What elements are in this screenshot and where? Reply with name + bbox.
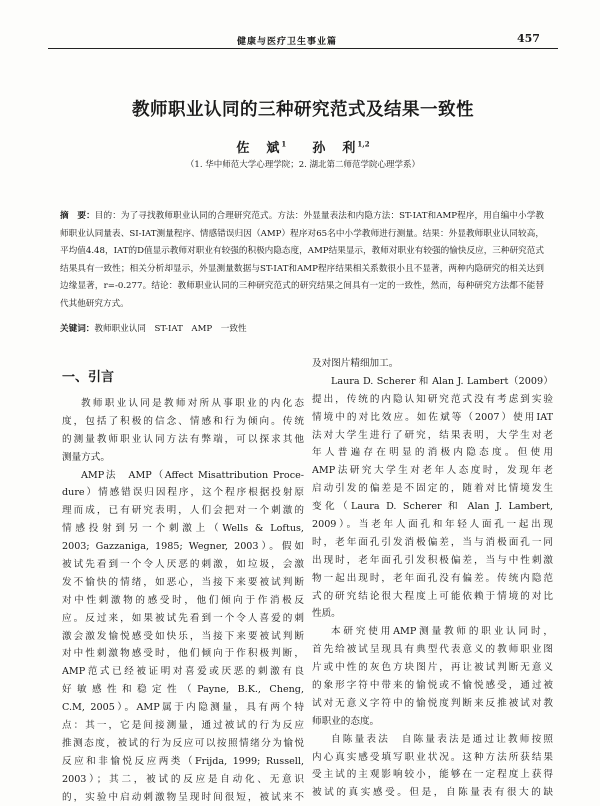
right-column: [312, 355, 553, 802]
text-line: 出现时，老年面孔引发积极偏差，当与中性刺激: [312, 554, 553, 566]
journal-name: 健康与医疗卫生事业篇: [237, 37, 338, 47]
text-line: 反应和非愉悦反应两类（Frijda, 1999; Russell,: [62, 755, 304, 767]
text-line: C.M, 2005）。AMP属于内隐测量，具有两个特: [62, 702, 304, 714]
text-line: 自陈量表法 自陈量表法是通过让教师按照: [331, 733, 553, 745]
text-line: 物一起出现时，老年面孔没有偏差。传统内隐范: [312, 572, 553, 584]
author-affil-mark: 1: [281, 139, 287, 149]
text-line: 及对图片精细加工。: [312, 358, 399, 369]
abstract-label: 摘 要：: [60, 211, 95, 221]
text-line: 提出，传统的内隐认知研究范式没有考虑到实验: [312, 393, 553, 405]
text-line: 启动引发的偏差是不固定的，随着对比情境发生: [312, 483, 553, 495]
text-line: 情境中的对比效应。如佐斌等（2007）使用IAT: [312, 411, 553, 423]
text-line: 法对大学生进行了研究，结果表明，大学生对老: [312, 429, 553, 441]
text-line: 受主试的主观影响较小，能够在一定程度上获得: [312, 769, 553, 781]
text-line: 对中性刺激物的感受时，他们倾向于作消极反: [62, 594, 304, 606]
text-line: AMP法 AMP（Affect Misattribution Proce-: [81, 469, 304, 481]
text-line: 内心真实感受填写职业状况。这种方法所获结果: [312, 751, 553, 763]
left-column: [62, 355, 304, 806]
author-name: 孙 利: [312, 141, 358, 156]
text-line: 应。反过来，如果被试先看到一个令人喜爱的刺: [62, 612, 304, 624]
author-affil-mark: 1,2: [357, 139, 370, 149]
author-name: 佐 斌: [236, 141, 282, 156]
running-header: [0, 34, 600, 48]
text-line: 度，包括了积极的信念、情感和行为倾向。传统: [62, 415, 304, 427]
keywords-label: 关键词：: [60, 324, 95, 334]
text-line: 激会激发愉悦感受如快乐，当接下来要被试判断: [62, 630, 304, 642]
left-column-body: [62, 395, 304, 806]
abstract-text: 目的：为了寻找教师职业认同的合理研究范式。方法：外显量表法和内隐方法：ST-IAT和AMP程序，用自编中小学教师职业认同量表、SI-IAT测量程序、情感错误归因（AMP）程序对65名中小学教师进行测量。结果：外显教师职业认同较高，平均值4.48，IAT的D值显示教师对职业有较强的积极内隐态度，AMP结果显示，教师对职业有较强的愉快反应，三种研究范式结果具有一致性；相关分析却显示，外显测量数据与ST-IAT和AMP程序结果相关系数很小且不显著，两种内隐研究的相关达到边缘显著，r=-0.277。结论：教师职业认同的三种研究范式的研究结果之间具有一定的一致性，然而，每种研究方法都不能替代其他研究方式。: [60, 211, 544, 309]
text-line: AMP法研究大学生对老年人态度时，发现年老: [312, 465, 553, 477]
text-line: 被试的真实感受。但是，自陈量表有很大的缺: [312, 787, 553, 799]
text-line: 对中性刺激物感受时，他们倾向于作积极判断，: [62, 648, 304, 660]
paper-title: 教师职业认同的三种研究范式及结果一致性: [132, 100, 474, 120]
text-line: 2003; Gazzaniga, 1985; Wegner, 2003）。假如: [62, 541, 304, 553]
text-line: AMP范式已经被证明对喜爱或厌恶的刺激有良: [62, 666, 304, 678]
keywords: [60, 322, 544, 334]
text-line: 的测量教师职业认同方法有弊端，可以探求其他: [62, 433, 304, 445]
right-column-body: [312, 355, 553, 802]
text-line: dure）情感错误归因程序，这个程序根据投射原: [62, 487, 304, 499]
text-line: 的象形字符中带来的愉悦或不愉悦感受，通过被: [312, 680, 553, 692]
text-line: 片或中性的灰色方块图片，再让被试判断无意义: [312, 662, 553, 674]
text-line: 首先给被试呈现具有典型代表意义的教师职业图: [312, 644, 553, 656]
affiliation: （1. 华中师范大学心理学院；2. 湖北第二师范学院心理学系）: [185, 160, 421, 170]
text-line: 本研究使用AMP测量教师的职业认同时，: [331, 626, 553, 638]
header-rule: [48, 48, 558, 49]
text-line: 情感投射到另一个刺激上（Wells & Loftus,: [62, 523, 304, 535]
text-line: 测量方式。: [62, 451, 110, 463]
keywords-text: 教师职业认同 ST-IAT AMP 一致性: [94, 324, 247, 334]
text-line: 好敏感性和稳定性（Payne, B.K., Cheng,: [62, 684, 304, 696]
text-line: 师职业的态度。: [312, 715, 380, 727]
text-line: Laura D. Scherer 和 Alan J. Lambert（2009）: [331, 375, 553, 387]
text-line: 推测态度，被试的行为反应可以按照情绪分为愉悦: [62, 737, 304, 749]
text-line: 试对无意义字符中的愉悦度判断来反推被试对教: [312, 697, 553, 709]
text-line: 点：其一，它是间接测量，通过被试的行为反应: [62, 720, 304, 732]
abstract: [60, 208, 544, 313]
text-line: 变化（Laura D. Scherer 和 Alan J. Lambert,: [312, 501, 553, 513]
text-line: 2009）。当老年人面孔和年轻人面孔一起出现: [312, 519, 553, 531]
author-list: [48, 137, 558, 156]
text-line: 理而成，已有研究表明，人们会把对一个刺激的: [62, 505, 304, 517]
text-line: 时，老年面孔引发消极偏差，当与消极面孔一同: [312, 536, 553, 548]
page-number: 457: [517, 32, 540, 45]
text-line: 发不愉快的情绪，如恶心，当接下来要被试判断: [62, 576, 304, 588]
text-line: 的，实验中启动刺激物呈现时间很短，被试来不: [62, 791, 304, 803]
text-line: 性质。: [312, 608, 341, 620]
text-line: 式的研究结论很大程度上可能依赖于情境的对比: [312, 590, 553, 602]
text-line: 年人普遍存在明显的消极内隐态度。但使用: [312, 447, 553, 459]
text-line: 2003）；其二，被试的反应是自动化、无意识: [62, 773, 304, 785]
text-line: 教师职业认同是教师对所从事职业的内化态: [81, 398, 304, 409]
text-line: 被试先看到一个令人厌恶的刺激，如垃圾，会激: [62, 559, 304, 571]
section-heading: 一、引言: [62, 370, 115, 385]
